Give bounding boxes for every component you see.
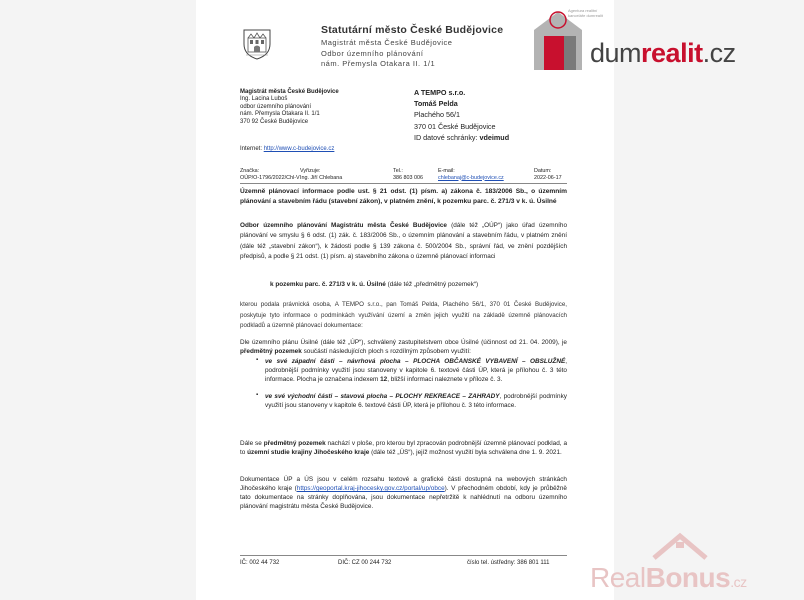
recipient-line4: 370 01 České Budějovice: [414, 121, 496, 131]
city-crest-icon: [242, 28, 272, 60]
b1-c: , bližší informaci naleznete v příloze č. 3.: [387, 376, 503, 383]
meta-vyrizuje-value: Ing. Jiří Chlebana: [300, 174, 343, 181]
internet-label: Internet:: [240, 146, 263, 152]
paragraph-1: [240, 221, 567, 263]
databox-label: ID datové schránky:: [414, 132, 478, 142]
p3-a: Dle územního plánu Úsilné (dále též „ÚP“), schválený zastupitelstvem obce Úsilné (účinnost od 21. 04. 2009), je: [240, 339, 567, 346]
sender-line5: 370 92 České Budějovice: [240, 118, 309, 125]
meta-tel: [393, 168, 423, 181]
p4-a: Dále se: [240, 440, 264, 447]
p4-c: nachází v ploše, pro kterou byl zpracován podrobnější územně plánovací podklad, a to: [240, 440, 568, 456]
footer-ic: IČ: 002 44 732: [240, 560, 280, 566]
meta-tel-value: 386 803 006: [393, 174, 423, 181]
bullet-2-marker: ▪: [256, 392, 259, 398]
p1-rest: (dále též „OÚP“) jako úřad územního plánování ve smyslu § 6 odst. (1) zák. č. 183/2006 Sb., o územním plánování a stavebním řádu, v platném znění (dále též „stavební zákon“), k žádosti podle § 139 zákona č. 500/2004 Sb., správní řád, ve znění pozdějších předpisů, a podle § 21 odst. (1) písm. a) stavebního zákona o územně plánovací informaci: [240, 222, 568, 261]
meta-znacka: [240, 168, 300, 181]
meta-divider: [240, 183, 567, 184]
meta-vyrizuje-label: Vyřizuje:: [300, 168, 321, 174]
footer-divider: [240, 555, 567, 556]
sender-line1: Magistrát města České Budějovice: [240, 89, 339, 95]
meta-email-label: E-mail:: [438, 168, 455, 174]
left-margin: [0, 0, 196, 600]
dumrealit-tagline: Agentura realitní kanceláře dumrealit: [568, 8, 603, 18]
subject: Územně plánovací informace podle ust. § 21 odst. (1) písm. a) zákona č. 183/2006 Sb., o územním plánování a stavebním řádu (stavební zákon), v platném znění, k pozemku parc. č. 271/3 v k. ú. Úsilné: [240, 188, 567, 206]
paragraph-3: [240, 338, 567, 356]
header-line4: nám. Přemysla Otakara II. 1/1: [321, 59, 436, 68]
footer-dic: DIČ: CZ 00 244 732: [338, 560, 392, 566]
sender-line2: Ing. Lacina Luboš: [240, 96, 288, 103]
meta-email-value[interactable]: chlebanaj@c-budejovice.cz: [438, 174, 504, 181]
center-bold: k pozemku parc. č. 271/3 v k. ú. Úsilné: [270, 281, 386, 288]
header-city: Statutární město České Budějovice: [321, 24, 504, 36]
meta-datum-value: 2022-06-17: [534, 174, 562, 181]
b1-b: , podrobnější podmínky využití jsou stanoveny v kapitole 6. textové části ÚP, která je přílohou č. 3 této informace. Plocha je označena indexem: [265, 358, 567, 383]
geoportal-link[interactable]: https://geoportal.kraj-jihocesky.gov.cz/portal/up/obce: [296, 485, 445, 492]
header-office: [321, 38, 452, 70]
p3-b: předmětný pozemek: [240, 348, 302, 355]
p3-c: součástí následujících ploch s rozdílným způsobem využití:: [301, 348, 471, 355]
p1-bold: Odbor územního plánování Magistrátu města České Budějovice: [240, 222, 447, 229]
sender-line4: nám. Přemysla Otakara II. 1/1: [240, 111, 320, 118]
dumrealit-bold: realit: [641, 38, 703, 68]
right-margin: [614, 0, 804, 600]
recipient-block: [414, 87, 509, 143]
paragraph-2: kterou podala právnická osoba, A TEMPO s.r.o., pan Tomáš Pelda, Plachého 56/1, 370 01 České Budějovice, poskytuje tyto informace o podmínkách využívání území a změn jejich využití na základě územně plánovacích podkladů a územně plánovací dokumentace:: [240, 301, 567, 330]
recipient-line2: Tomáš Pelda: [414, 99, 458, 109]
center-rest: (dále též „předmětný pozemek“): [385, 281, 479, 288]
recipient-line3: Plachého 56/1: [414, 110, 460, 120]
paragraph-4: [240, 439, 567, 457]
bullet-1: [265, 357, 567, 384]
dumrealit-prefix: dum: [590, 38, 642, 68]
header-line2: Magistrát města České Budějovice: [321, 38, 453, 47]
p4-b: předmětný pozemek: [263, 440, 326, 447]
b1-bold: ve své západní části – návrhová plocha – PLOCHA OBČANSKÉ VYBAVENÍ – OBSLUŽNÉ: [265, 358, 566, 365]
center-line: [270, 281, 478, 288]
footer-tel: číslo tel. ústředny: 386 801 111: [467, 560, 550, 566]
recipient-line5: [414, 132, 509, 143]
sender-line3: odbor územního plánování: [240, 103, 312, 110]
dumrealit-suffix: .cz: [702, 38, 736, 68]
p4-e: (dále též „ÚS“), jejíž možnost využití byla schválena dne 1. 9. 2021.: [369, 449, 562, 456]
p4-d: územní studie krajiny Jihočeského kraje: [247, 449, 370, 456]
header-line3: Odbor územního plánování: [321, 48, 424, 58]
realbonus-bonus: Bonus: [645, 562, 731, 593]
internet-link[interactable]: http://www.c-budejovice.cz: [263, 146, 335, 152]
realbonus-wordmark: [590, 562, 747, 594]
bullet-1-marker: ▪: [256, 357, 259, 363]
meta-znacka-value: OÚP/O-1796/2022/Chl-V: [240, 174, 300, 181]
meta-tel-label: Tel.:: [393, 168, 403, 174]
b2-b: , podrobnější podmínky využití jsou stanoveny v kapitole 6. textové části ÚP, která je přílohou č. 3 této informace.: [265, 393, 567, 409]
recipient-line1: A TEMPO s.r.o.: [414, 88, 466, 97]
meta-vyrizuje: [300, 168, 342, 181]
meta-datum-label: Datum:: [534, 168, 552, 174]
sender-block: [240, 89, 400, 126]
realbonus-house-icon: [650, 530, 710, 560]
meta-znacka-label: Značka:: [240, 168, 260, 174]
realbonus-real: Real: [590, 562, 646, 593]
meta-email: [438, 168, 504, 181]
sender-internet: [240, 146, 334, 153]
b1-index: 12: [380, 376, 388, 383]
meta-datum: [534, 168, 562, 181]
realbonus-cz: .cz: [730, 574, 747, 590]
bullet-2: [265, 392, 567, 410]
p5-b: ). V přechodném období, kdy je průběžně tato dokumentace na stránky doplňována, jsou dokumentace nepřetržitě k nahlédnutí na odboru územního plánování magistrátu města České Budějovice.: [240, 485, 567, 510]
dumrealit-wordmark: [590, 38, 736, 69]
databox-value: vdeimud: [479, 132, 510, 142]
b2-bold: ve své východní části – stavová plocha – PLOCHY REKREACE – ZAHRADY: [265, 393, 500, 400]
paragraph-5: [240, 475, 567, 511]
p5-a: Dokumentace ÚP a ÚS jsou v celém rozsahu textové a grafické části dostupná na webových stránkách Jihočeského kraje (: [240, 476, 567, 492]
